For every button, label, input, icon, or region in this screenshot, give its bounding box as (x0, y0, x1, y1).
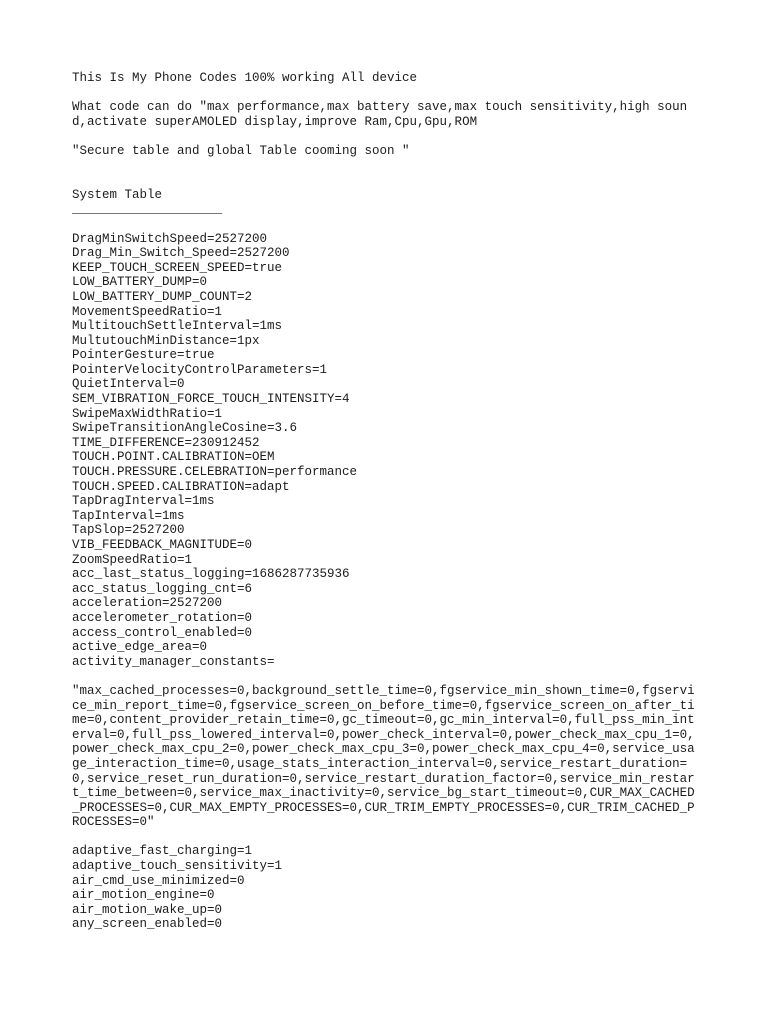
spacer (72, 159, 702, 174)
setting-line: TapDragInterval=1ms (72, 494, 215, 509)
setting-line: LOW_BATTERY_DUMP=0 (72, 275, 208, 290)
setting-line: TOUCH.PRESSURE.CELEBRATION=performance (72, 465, 358, 480)
setting-line: accelerometer_rotation=0 (72, 610, 253, 625)
setting-line: MultitouchSettleInterval=1ms (72, 319, 283, 334)
setting-line: Drag_Min_Switch_Speed=2527200 (72, 246, 290, 261)
setting-line: TOUCH.SPEED.CALIBRATION=adapt (72, 479, 290, 494)
spacer (72, 217, 702, 232)
setting-line: LOW_BATTERY_DUMP_COUNT=2 (72, 289, 253, 304)
setting-line: acc_last_status_logging=1686287735936 (72, 567, 350, 582)
setting-line: TIME_DIFFERENCE=230912452 (72, 435, 260, 450)
setting-line: QuietInterval=0 (72, 377, 185, 392)
settings-list (72, 232, 702, 670)
setting-line: PointerVelocityControlParameters=1 (72, 362, 328, 377)
activity-manager-value: "max_cached_processes=0,background_settle_time=0,fgservice_min_shown_time=0,fgservice_min_report_time=0,fgservice_screen_on_before_time=0,fgservice_screen_on_after_time=0,content_provider_retain_time=0,gc_timeout=0,gc_min_interval=0,full_pss_min_interval=0,full_pss_lowered_interval=0,power_check_interval=0,power_check_max_cpu_1=0,power_check_max_cpu_2=0,power_check_max_cpu_3=0,power_check_max_cpu_4=0,service_usage_interaction_time=0,usage_stats_interaction_interval=0,service_restart_duration=0,service_reset_run_duration=0,service_restart_duration_factor=0,service_min_restart_time_between=0,service_max_inactivity=0,service_bg_start_timeout=0,CUR_MAX_CACHED_PROCESSES=0,CUR_MAX_EMPTY_PROCESSES=0,CUR_TRIM_EMPTY_PROCESSES=0,CUR_TRIM_CACHED_PROCESSES=0" (72, 683, 695, 830)
setting-line: SwipeMaxWidthRatio=1 (72, 406, 223, 421)
setting-line: air_cmd_use_minimized=0 (72, 873, 245, 888)
setting-line: adaptive_touch_sensitivity=1 (72, 859, 283, 874)
setting-line: TapInterval=1ms (72, 508, 185, 523)
document-page (72, 71, 702, 932)
feature-description: What code can do "max performance,max battery save,max touch sensitivity,high sound,activate superAMOLED display,improve Ram,Cpu,Gpu,ROM (72, 100, 688, 129)
setting-line: TapSlop=2527200 (72, 523, 185, 538)
document-title: This Is My Phone Codes 100% working All device (72, 71, 418, 85)
setting-line: any_screen_enabled=0 (72, 917, 223, 932)
setting-line: acceleration=2527200 (72, 596, 223, 611)
setting-line: acc_status_logging_cnt=6 (72, 581, 253, 596)
section-underline: ____________________ (72, 202, 223, 217)
setting-line: VIB_FEEDBACK_MAGNITUDE=0 (72, 538, 253, 552)
setting-line: activity_manager_constants= (72, 654, 275, 669)
setting-line: active_edge_area=0 (72, 640, 208, 655)
setting-line: MultutouchMinDistance=1px (72, 333, 260, 348)
setting-line: MovementSpeedRatio=1 (72, 304, 223, 319)
section-heading: System Table (72, 187, 163, 202)
coming-soon-note: "Secure table and global Table cooming soon " (72, 143, 410, 158)
spacer (72, 669, 702, 684)
settings-list (72, 844, 702, 932)
setting-line: TOUCH.POINT.CALIBRATION=OEM (72, 450, 275, 465)
spacer (72, 830, 702, 845)
setting-line: PointerGesture=true (72, 348, 215, 363)
setting-line: SEM_VIBRATION_FORCE_TOUCH_INTENSITY=4 (72, 392, 350, 407)
spacer (72, 173, 702, 188)
setting-line: access_control_enabled=0 (72, 625, 253, 640)
setting-line: air_motion_wake_up=0 (72, 902, 223, 917)
spacer (72, 86, 702, 101)
setting-line: SwipeTransitionAngleCosine=3.6 (72, 421, 298, 436)
setting-line: air_motion_engine=0 (72, 888, 215, 903)
setting-line: ZoomSpeedRatio=1 (72, 552, 193, 567)
setting-line: adaptive_fast_charging=1 (72, 844, 253, 859)
setting-line: KEEP_TOUCH_SCREEN_SPEED=true (72, 260, 283, 275)
spacer (72, 129, 702, 144)
setting-line: DragMinSwitchSpeed=2527200 (72, 231, 268, 246)
